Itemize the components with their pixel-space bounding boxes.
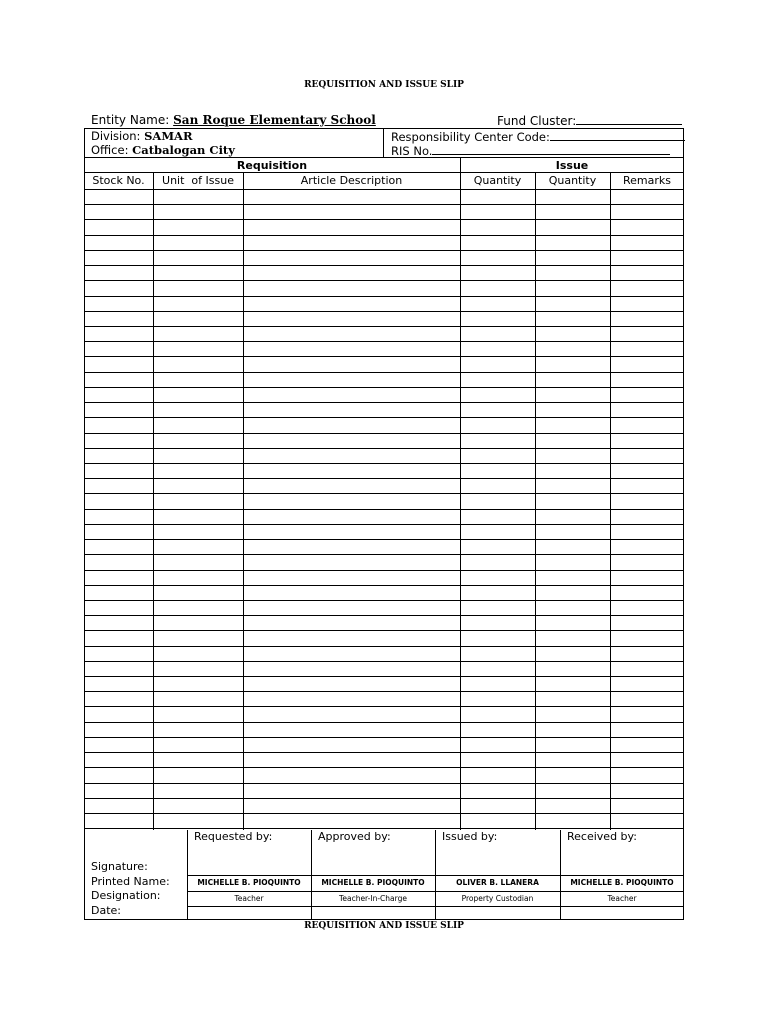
table-row-line [84,722,684,723]
approved-by-label: Approved by: [318,830,391,843]
table-row-line [84,296,684,297]
entity-name-line [91,113,376,127]
office-label: Office: [91,143,129,157]
table-row-line [84,706,684,707]
table-row-line [84,570,684,571]
table-row-line [84,265,684,266]
table-row-line [84,813,684,814]
table-row-line [84,554,684,555]
form-title: REQUISITION AND ISSUE SLIP [304,80,464,90]
table-row-line [84,524,684,525]
table-row-line [84,417,684,418]
table-row-line [84,326,684,327]
table-row-line [84,646,684,647]
table-row-line [84,798,684,799]
table-row-line [84,493,684,494]
received-by-name[interactable]: MICHELLE B. PIOQUINTO [570,878,674,887]
col-stock-no: Stock No. [92,174,145,187]
fund-cluster-line [497,113,682,128]
table-row-line [84,448,684,449]
table-row-line [84,509,684,510]
table-row-line [84,311,684,312]
table-row-line [84,372,684,373]
table-row-line [84,828,684,829]
column-divider [535,173,536,830]
rcc-line [391,129,685,144]
division-value[interactable]: SAMAR [144,129,193,143]
received-by-designation[interactable]: Teacher [607,894,637,903]
table-row-line [84,189,684,190]
office-value[interactable]: Catbalogan City [132,143,235,157]
table-row-line [84,219,684,220]
printed-name-label: Printed Name: [91,875,170,888]
division-label: Division: [91,129,141,143]
column-divider [153,173,154,830]
requested-by-label: Requested by: [194,830,273,843]
table-row-line [84,280,684,281]
table-row-line [84,676,684,677]
rcc-field[interactable] [550,129,685,141]
ris-line [391,143,670,158]
designation-label: Designation: [91,889,161,902]
header-divider [383,128,384,158]
table-row-line [84,250,684,251]
ris-field[interactable] [432,143,670,155]
table-row-line [84,463,684,464]
table-row-line [84,615,684,616]
table-row-line [84,737,684,738]
table-row-line [84,204,684,205]
issue-section-header: Issue [460,158,684,173]
col-article-description: Article Description [300,174,403,187]
entity-name-label: Entity Name: [91,113,170,127]
office-line [91,143,235,157]
footer-title: REQUISITION AND ISSUE SLIP [304,921,464,931]
division-line [91,129,193,143]
entity-name-value[interactable]: San Roque Elementary School [173,113,376,127]
table-row-line [84,402,684,403]
table-row-line [84,767,684,768]
table-row-line [84,783,684,784]
col-issue-quantity: Quantity [548,174,597,187]
requested-by-name[interactable]: MICHELLE B. PIOQUINTO [197,878,301,887]
table-row-line [84,630,684,631]
table-row-line [84,433,684,434]
rcc-label: Responsibility Center Code: [391,130,550,144]
table-row-line [84,387,684,388]
fund-cluster-label: Fund Cluster: [497,114,577,128]
table-row-line [84,478,684,479]
table-row-line [84,539,684,540]
column-divider [610,173,611,830]
requisition-section-header: Requisition [84,158,460,173]
signature-label: Signature: [91,860,148,873]
received-by-label: Received by: [567,830,637,843]
approved-by-name[interactable]: MICHELLE B. PIOQUINTO [321,878,425,887]
table-row-line [84,235,684,236]
col-remarks: Remarks [623,174,671,187]
table-row-line [84,585,684,586]
table-row-line [84,600,684,601]
table-row-line [84,356,684,357]
issued-by-label: Issued by: [442,830,498,843]
date-label: Date: [91,904,121,917]
ris-label: RIS No. [391,144,433,158]
col-unit-of-issue: Unit of Issue [162,174,234,187]
issued-by-name[interactable]: OLIVER B. LLANERA [456,878,539,887]
approved-by-designation[interactable]: Teacher-In-Charge [339,894,407,903]
requested-by-designation[interactable]: Teacher [234,894,264,903]
column-divider [460,158,461,830]
signature-row-line [187,906,684,907]
fund-cluster-field[interactable] [576,113,682,125]
table-row-line [84,691,684,692]
column-divider [243,173,244,830]
table-row-line [84,661,684,662]
col-req-quantity: Quantity [473,174,522,187]
table-row-line [84,752,684,753]
issued-by-designation[interactable]: Property Custodian [461,894,534,903]
table-row-line [84,341,684,342]
